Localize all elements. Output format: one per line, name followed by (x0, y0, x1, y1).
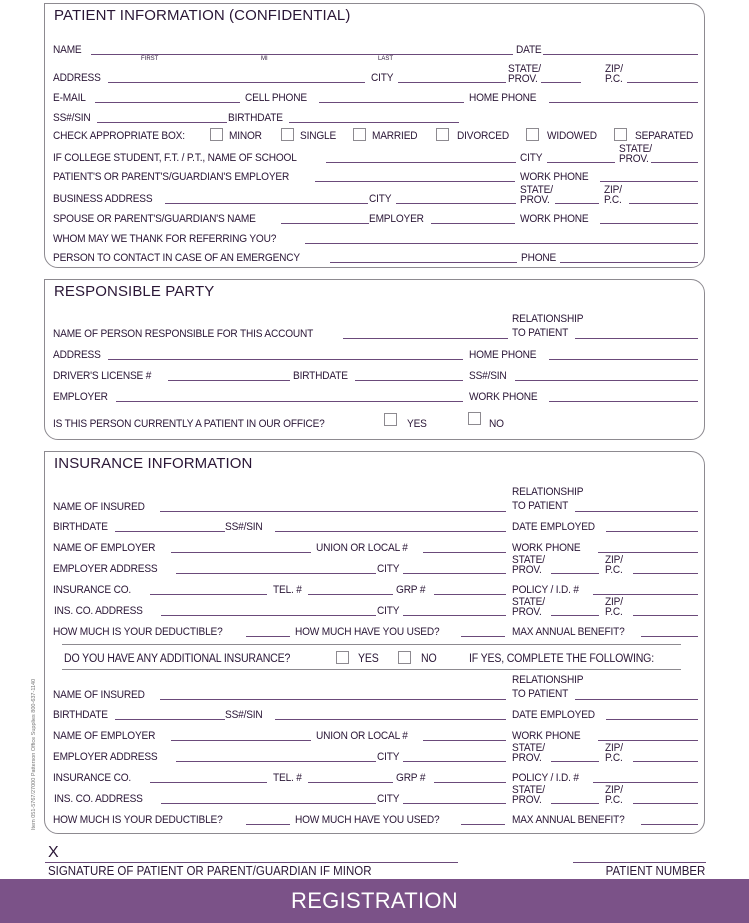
college-state-line1: STATE/ (619, 143, 652, 155)
responsible-ssn-label: SS#/SIN (469, 370, 507, 382)
secondary-union-label: UNION OR LOCAL # (316, 730, 408, 742)
separated-checkbox[interactable] (614, 128, 627, 141)
business-address-row (53, 184, 696, 206)
secondary-deductible-label: HOW MUCH IS YOUR DEDUCTIBLE? (53, 814, 223, 826)
single-label: SINGLE (300, 130, 337, 142)
patient-number-field[interactable] (573, 862, 706, 863)
responsible-ssn-field[interactable] (515, 380, 698, 381)
primary-deductible-row (53, 624, 696, 638)
spouse-label: SPOUSE OR PARENT'S/GUARDIAN'S NAME (53, 213, 256, 225)
registration-banner (0, 879, 749, 923)
college-state-field[interactable] (651, 162, 698, 163)
deductible-field[interactable] (246, 636, 290, 637)
check-box-label: CHECK APPROPRIATE BOX: (53, 130, 185, 142)
address-label: ADDRESS (53, 72, 101, 84)
secondary-ins-address-field[interactable] (161, 803, 376, 804)
secondary-ins-zip-field[interactable] (633, 803, 698, 804)
email-field[interactable] (95, 102, 240, 103)
current-patient-no-checkbox[interactable] (468, 412, 481, 425)
secondary-ins-zip-line1: ZIP/ (605, 784, 623, 796)
yes-label: YES (407, 418, 427, 430)
no-label: NO (489, 418, 504, 430)
secondary-tel-label: TEL. # (273, 772, 302, 784)
policy-field[interactable] (593, 594, 698, 595)
college-row (53, 143, 696, 165)
ins-address-field[interactable] (161, 615, 376, 616)
secondary-deductible-field[interactable] (246, 824, 290, 825)
zip-field[interactable] (627, 82, 698, 83)
college-state-label (619, 145, 652, 164)
secondary-relationship-line1: RELATIONSHIP (512, 674, 584, 686)
secondary-relationship-field[interactable] (575, 699, 698, 700)
secondary-ins-zip-label (605, 786, 623, 805)
current-patient-label: IS THIS PERSON CURRENTLY A PATIENT IN OUR OFFICE? (53, 418, 325, 430)
business-zip-label (604, 186, 622, 205)
employer-state-line1: STATE/ (512, 554, 545, 566)
secondary-employer-row (53, 728, 696, 742)
ins-state-line2: PROV. (512, 605, 542, 618)
used-label: HOW MUCH HAVE YOU USED? (295, 626, 440, 638)
business-zip-line1: ZIP/ (604, 184, 622, 196)
responsible-work-phone-field[interactable] (549, 401, 698, 402)
insured-birthdate-field[interactable] (115, 531, 225, 532)
business-city-label: CITY (369, 193, 392, 205)
secondary-ins-zip-line2: P.C. (605, 793, 623, 806)
responsible-employer-label: EMPLOYER (53, 391, 108, 403)
current-patient-row (53, 416, 696, 430)
grp-label: GRP # (396, 584, 426, 596)
date-field[interactable] (543, 54, 698, 55)
ins-state-field[interactable] (551, 615, 599, 616)
secondary-used-label: HOW MUCH HAVE YOU USED? (295, 814, 440, 826)
secondary-max-benefit-label: MAX ANNUAL BENEFIT? (512, 814, 625, 826)
additional-no-label: NO (421, 653, 437, 665)
spouse-employer-label: EMPLOYER (369, 213, 424, 225)
business-address-field[interactable] (165, 203, 368, 204)
insured-name-field[interactable] (160, 511, 506, 512)
insurance-co-label: INSURANCE CO. (53, 584, 132, 596)
grp-field[interactable] (434, 594, 506, 595)
section-title: PATIENT INFORMATION (CONFIDENTIAL) (54, 7, 351, 24)
business-city-field[interactable] (396, 203, 516, 204)
secondary-ins-city-field[interactable] (403, 803, 506, 804)
responsible-employer-field[interactable] (116, 401, 463, 402)
insured-relationship-line1: RELATIONSHIP (512, 486, 584, 498)
primary-employer-address-row (53, 554, 696, 576)
secondary-used-field[interactable] (461, 824, 505, 825)
relationship-line2: TO PATIENT (512, 327, 569, 339)
secondary-relationship-label (512, 673, 583, 701)
first-hint: FIRST (141, 56, 159, 62)
business-state-line2: PROV. (520, 193, 550, 206)
date-employed-label: DATE EMPLOYED (512, 521, 595, 533)
secondary-insurance-co-field[interactable] (150, 782, 267, 783)
employer-zip-field[interactable] (633, 573, 698, 574)
referral-row (53, 231, 696, 245)
ssn-field[interactable] (97, 122, 227, 123)
max-benefit-label: MAX ANNUAL BENEFIT? (512, 626, 625, 638)
secondary-employer-state-label (512, 744, 545, 763)
email-label: E-MAIL (53, 92, 86, 104)
city-field[interactable] (398, 82, 506, 83)
max-benefit-field[interactable] (641, 636, 698, 637)
secondary-ins-state-label (512, 786, 545, 805)
ins-zip-label (605, 598, 623, 617)
ins-zip-line2: P.C. (605, 605, 623, 618)
union-field[interactable] (423, 552, 506, 553)
secondary-name-of-employer-field[interactable] (171, 740, 311, 741)
secondary-deductible-row (53, 812, 696, 826)
ins-state-label (512, 598, 545, 617)
insured-ssn-label: SS#/SIN (225, 521, 263, 533)
zip-label-line2: P.C. (605, 72, 623, 85)
secondary-employer-address-label: EMPLOYER ADDRESS (53, 751, 158, 763)
date-label: DATE (516, 44, 542, 56)
used-field[interactable] (461, 636, 505, 637)
employer-address-field[interactable] (176, 573, 376, 574)
secondary-policy-field[interactable] (593, 782, 698, 783)
cell-phone-field[interactable] (319, 102, 464, 103)
secondary-ssn-field[interactable] (275, 719, 506, 720)
responsible-employer-row (53, 389, 696, 403)
additional-yes-checkbox[interactable] (336, 651, 349, 664)
responsible-address-label: ADDRESS (53, 349, 101, 361)
secondary-employer-city-field[interactable] (403, 761, 506, 762)
emergency-phone-label: PHONE (521, 252, 557, 264)
policy-label: POLICY / I.D. # (512, 584, 579, 596)
business-zip-field[interactable] (629, 203, 698, 204)
employer-zip-line2: P.C. (605, 563, 623, 576)
employer-city-field[interactable] (403, 573, 506, 574)
secondary-ins-address-row (53, 784, 696, 806)
responsible-home-phone-label: HOME PHONE (469, 349, 537, 361)
referral-label: WHOM MAY WE THANK FOR REFERRING YOU? (53, 233, 277, 245)
patient-number-label: PATIENT NUMBER (605, 864, 705, 878)
widowed-label: WIDOWED (547, 130, 597, 142)
spouse-work-phone-field[interactable] (600, 223, 698, 224)
primary-insurance-co-row (53, 582, 696, 596)
insured-relationship-label (512, 485, 583, 513)
insured-relationship-line2: TO PATIENT (512, 500, 569, 512)
email-row (53, 90, 696, 104)
name-field[interactable] (91, 54, 513, 55)
secondary-birthdate-field[interactable] (115, 719, 225, 720)
state-label-line1: STATE/ (508, 63, 541, 75)
secondary-insured-name-field[interactable] (160, 699, 506, 700)
emergency-row (53, 250, 696, 264)
secondary-max-benefit-field[interactable] (641, 824, 698, 825)
responsible-name-label: NAME OF PERSON RESPONSIBLE FOR THIS ACCOUNT (53, 328, 314, 340)
relationship-field[interactable] (575, 338, 698, 339)
secondary-ins-city-label: CITY (377, 793, 400, 805)
employer-address-label: EMPLOYER ADDRESS (53, 563, 158, 575)
responsible-address-row (53, 347, 696, 361)
emergency-label: PERSON TO CONTACT IN CASE OF AN EMERGENCY (53, 252, 301, 264)
divorced-checkbox[interactable] (436, 128, 449, 141)
insured-relationship-field[interactable] (575, 511, 698, 512)
secondary-employer-zip-line2: P.C. (605, 751, 623, 764)
registration-title: REGISTRATION (291, 888, 458, 913)
license-field[interactable] (168, 380, 290, 381)
primary-employer-row (53, 540, 696, 554)
referral-field[interactable] (305, 243, 698, 244)
minor-label: MINOR (229, 130, 262, 142)
item-number-note: Item 051-5767/27000 Patterson Office Supplies 800-637-1140 (31, 678, 37, 830)
divider-bottom (62, 669, 681, 670)
business-state-line1: STATE/ (520, 184, 553, 196)
responsible-party-section (44, 279, 705, 440)
signature-label: SIGNATURE OF PATIENT OR PARENT/GUARDIAN IF MINOR (48, 864, 372, 878)
minor-checkbox[interactable] (210, 128, 223, 141)
zip-label (605, 65, 623, 84)
divider-top (62, 644, 681, 645)
college-city-field[interactable] (547, 162, 615, 163)
ins-city-label: CITY (377, 605, 400, 617)
name-row (53, 42, 696, 62)
secondary-grp-label: GRP # (396, 772, 426, 784)
emergency-field[interactable] (330, 262, 517, 263)
signature-x-mark: X (48, 844, 59, 861)
employer-field[interactable] (315, 181, 515, 182)
insured-birthdate-label: BIRTHDATE (53, 521, 108, 533)
business-address-label: BUSINESS ADDRESS (53, 193, 153, 205)
license-label: DRIVER'S LICENSE # (53, 370, 152, 382)
secondary-employer-city-label: CITY (377, 751, 400, 763)
relationship-line1: RELATIONSHIP (512, 313, 584, 325)
work-phone-field[interactable] (600, 181, 698, 182)
employer-city-label: CITY (377, 563, 400, 575)
home-phone-field[interactable] (549, 102, 698, 103)
secondary-date-employed-label: DATE EMPLOYED (512, 709, 595, 721)
secondary-insured-name-row (53, 674, 696, 701)
mi-hint: MI (261, 56, 268, 62)
name-of-employer-field[interactable] (171, 552, 311, 553)
relationship-label (512, 312, 583, 340)
name-label: NAME (53, 44, 82, 56)
insurance-work-phone-label: WORK PHONE (512, 542, 581, 554)
secondary-ins-address-label: INS. CO. ADDRESS (54, 793, 143, 805)
license-row (53, 368, 696, 382)
spouse-work-phone-label: WORK PHONE (520, 213, 589, 225)
secondary-employer-state-line2: PROV. (512, 751, 542, 764)
secondary-relationship-line2: TO PATIENT (512, 688, 569, 700)
state-label (508, 65, 541, 84)
birthdate-field[interactable] (289, 122, 459, 123)
home-phone-label: HOME PHONE (469, 92, 537, 104)
married-checkbox[interactable] (353, 128, 366, 141)
insured-ssn-field[interactable] (275, 531, 506, 532)
secondary-name-of-employer-label: NAME OF EMPLOYER (53, 730, 156, 742)
last-hint: LAST (378, 56, 394, 62)
secondary-ins-state-field[interactable] (551, 803, 599, 804)
secondary-policy-label: POLICY / I.D. # (512, 772, 579, 784)
primary-ins-address-row (53, 596, 696, 618)
employer-row (53, 169, 696, 183)
responsible-home-phone-field[interactable] (549, 359, 698, 360)
work-phone-label: WORK PHONE (520, 171, 589, 183)
secondary-insured-name-label: NAME OF INSURED (53, 689, 145, 701)
deductible-label: HOW MUCH IS YOUR DEDUCTIBLE? (53, 626, 223, 638)
secondary-date-employed-field[interactable] (606, 719, 698, 720)
secondary-employer-state-line1: STATE/ (512, 742, 545, 754)
emergency-phone-field[interactable] (560, 262, 698, 263)
patient-information-section (44, 3, 705, 268)
insured-name-label: NAME OF INSURED (53, 501, 145, 513)
additional-no-checkbox[interactable] (398, 651, 411, 664)
separated-label: SEPARATED (635, 130, 694, 142)
insurance-work-phone-field[interactable] (598, 552, 698, 553)
employer-state-label (512, 556, 545, 575)
ins-state-line1: STATE/ (512, 596, 545, 608)
secondary-tel-field[interactable] (308, 782, 393, 783)
secondary-employer-address-row (53, 742, 696, 764)
secondary-birthdate-row (53, 707, 696, 721)
spouse-field[interactable] (281, 223, 369, 224)
union-label: UNION OR LOCAL # (316, 542, 408, 554)
primary-insured-name-row (53, 486, 696, 513)
name-of-employer-label: NAME OF EMPLOYER (53, 542, 156, 554)
section-title: INSURANCE INFORMATION (54, 455, 253, 472)
secondary-birthdate-label: BIRTHDATE (53, 709, 108, 721)
secondary-employer-zip-line1: ZIP/ (605, 742, 623, 754)
secondary-insurance-co-row (53, 770, 696, 784)
responsible-address-field[interactable] (108, 359, 463, 360)
business-state-label (520, 186, 553, 205)
marital-status-row (53, 128, 696, 142)
insurance-co-field[interactable] (150, 594, 267, 595)
address-row (53, 63, 696, 85)
employer-zip-label (605, 556, 623, 575)
additional-insurance-row (64, 651, 696, 665)
secondary-work-phone-label: WORK PHONE (512, 730, 581, 742)
secondary-ins-state-line1: STATE/ (512, 784, 545, 796)
ins-zip-field[interactable] (633, 615, 698, 616)
ins-address-label: INS. CO. ADDRESS (54, 605, 143, 617)
cell-phone-label: CELL PHONE (245, 92, 307, 104)
single-checkbox[interactable] (281, 128, 294, 141)
divorced-label: DIVORCED (457, 130, 509, 142)
secondary-ssn-label: SS#/SIN (225, 709, 263, 721)
ins-city-field[interactable] (403, 615, 506, 616)
employer-label: PATIENT'S OR PARENT'S/GUARDIAN'S EMPLOYER (53, 171, 290, 183)
city-label: CITY (371, 72, 394, 84)
secondary-union-field[interactable] (423, 740, 506, 741)
date-employed-field[interactable] (606, 531, 698, 532)
married-label: MARRIED (372, 130, 418, 142)
employer-zip-line1: ZIP/ (605, 554, 623, 566)
signature-field[interactable] (45, 862, 458, 863)
college-label: IF COLLEGE STUDENT, F.T. / P.T., NAME OF SCHOOL (53, 152, 297, 164)
additional-insurance-label: DO YOU HAVE ANY ADDITIONAL INSURANCE? (64, 653, 291, 665)
primary-birthdate-row (53, 519, 696, 533)
state-field[interactable] (541, 82, 581, 83)
business-zip-line2: P.C. (604, 193, 622, 206)
college-state-line2: PROV. (619, 152, 649, 165)
ins-zip-line1: ZIP/ (605, 596, 623, 608)
if-yes-label: IF YES, COMPLETE THE FOLLOWING: (469, 653, 654, 665)
section-title: RESPONSIBLE PARTY (54, 283, 215, 300)
responsible-birthdate-field[interactable] (355, 380, 463, 381)
birthdate-label: BIRTHDATE (228, 112, 283, 124)
secondary-grp-field[interactable] (434, 782, 506, 783)
responsible-work-phone-label: WORK PHONE (469, 391, 538, 403)
responsible-birthdate-label: BIRTHDATE (293, 370, 348, 382)
school-field[interactable] (326, 162, 516, 163)
employer-state-field[interactable] (551, 573, 599, 574)
employer-state-line2: PROV. (512, 563, 542, 576)
ssn-label: SS#/SIN (53, 112, 91, 124)
secondary-employer-zip-field[interactable] (633, 761, 698, 762)
college-city-label: CITY (520, 152, 543, 164)
address-field[interactable] (108, 82, 365, 83)
widowed-checkbox[interactable] (526, 128, 539, 141)
additional-yes-label: YES (358, 653, 379, 665)
spouse-row (53, 211, 696, 225)
zip-label-line1: ZIP/ (605, 63, 623, 75)
state-label-line2: PROV. (508, 72, 538, 85)
tel-label: TEL. # (273, 584, 302, 596)
responsible-name-field[interactable] (343, 338, 508, 339)
responsible-name-row (53, 313, 696, 340)
spouse-employer-field[interactable] (431, 223, 515, 224)
secondary-work-phone-field[interactable] (598, 740, 698, 741)
secondary-employer-address-field[interactable] (176, 761, 376, 762)
ssn-row (53, 110, 696, 124)
secondary-employer-zip-label (605, 744, 623, 763)
secondary-insurance-co-label: INSURANCE CO. (53, 772, 132, 784)
tel-field[interactable] (308, 594, 393, 595)
insurance-information-section (44, 451, 705, 834)
current-patient-yes-checkbox[interactable] (384, 413, 397, 426)
secondary-employer-state-field[interactable] (551, 761, 599, 762)
business-state-field[interactable] (555, 203, 599, 204)
secondary-ins-state-line2: PROV. (512, 793, 542, 806)
